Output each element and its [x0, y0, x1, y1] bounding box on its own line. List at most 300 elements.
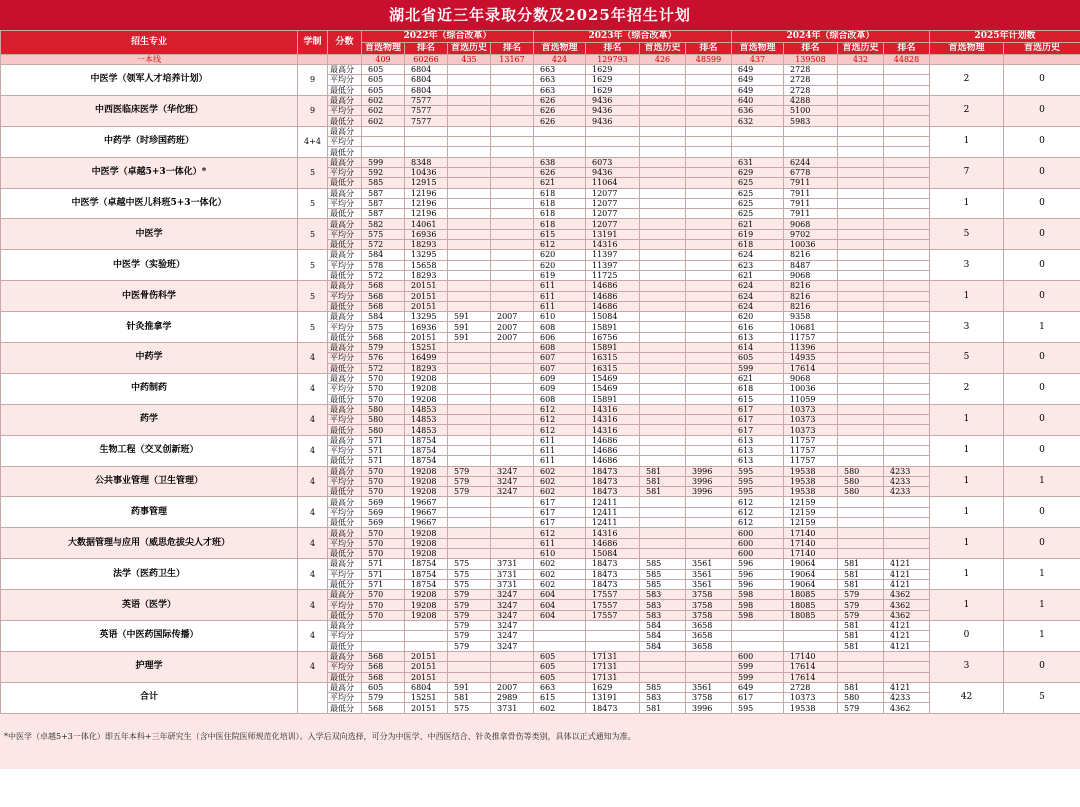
score-cell: 12077 — [586, 219, 640, 229]
score-cell — [838, 188, 884, 198]
score-cell: 17131 — [586, 662, 640, 672]
score-cell: 583 — [640, 610, 686, 620]
score-cell — [640, 548, 686, 558]
score-cell — [884, 209, 930, 219]
score-cell — [686, 178, 732, 188]
score-cell: 18473 — [586, 476, 640, 486]
score-cell: 15251 — [405, 693, 448, 703]
score-cell: 570 — [362, 394, 405, 404]
score-cell — [534, 621, 586, 631]
score-cell: 592 — [362, 167, 405, 177]
score-cell — [686, 384, 732, 394]
score-cell — [884, 167, 930, 177]
score-cell: 575 — [448, 569, 491, 579]
score-cell — [838, 343, 884, 353]
score-cell — [784, 631, 838, 641]
score-cell — [448, 384, 491, 394]
score-cell: 609 — [534, 384, 586, 394]
score-cell — [884, 219, 930, 229]
score-cell: 579 — [448, 610, 491, 620]
score-cell: 611 — [534, 445, 586, 455]
plan-history: 1 — [1004, 466, 1080, 497]
score-cell — [686, 250, 732, 260]
header-physics: 首选物理 — [534, 43, 586, 55]
score-cell: 617 — [534, 507, 586, 517]
score-cell: 11064 — [586, 178, 640, 188]
baseline-value: 409 — [362, 55, 405, 65]
score-cell: 617 — [732, 415, 784, 425]
score-cell — [448, 95, 491, 105]
score-cell — [448, 662, 491, 672]
score-cell — [491, 65, 534, 75]
score-cell: 16936 — [405, 229, 448, 239]
score-cell — [534, 641, 586, 651]
score-cell: 3758 — [686, 610, 732, 620]
score-cell — [838, 270, 884, 280]
score-cell: 608 — [534, 343, 586, 353]
score-cell — [838, 538, 884, 548]
score-cell — [838, 312, 884, 322]
major-name: 中医学（卓越5+3一体化）* — [1, 157, 298, 188]
score-cell — [884, 497, 930, 507]
score-cell: 18754 — [405, 569, 448, 579]
table-row — [1, 590, 1080, 600]
score-cell: 11757 — [784, 332, 838, 342]
score-cell: 10373 — [784, 425, 838, 435]
score-cell: 579 — [448, 487, 491, 497]
score-cell: 9436 — [586, 167, 640, 177]
score-cell — [640, 394, 686, 404]
score-cell — [838, 384, 884, 394]
score-cell — [884, 548, 930, 558]
score-cell — [686, 363, 732, 373]
score-cell — [405, 126, 448, 136]
score-cell — [884, 126, 930, 136]
score-cell — [838, 445, 884, 455]
score-cell — [884, 332, 930, 342]
score-cell — [732, 641, 784, 651]
major-years: 5 — [298, 281, 328, 312]
score-cell — [686, 85, 732, 95]
score-cell: 583 — [640, 600, 686, 610]
score-cell — [686, 445, 732, 455]
score-cell — [491, 229, 534, 239]
score-cell — [534, 147, 586, 157]
score-cell: 585 — [640, 579, 686, 589]
score-cell: 20151 — [405, 332, 448, 342]
score-cell: 568 — [362, 672, 405, 682]
score-cell — [362, 147, 405, 157]
score-cell: 569 — [362, 497, 405, 507]
score-cell — [686, 219, 732, 229]
major-years: 4 — [298, 651, 328, 682]
stat-label: 平均分 — [328, 507, 362, 517]
score-cell — [686, 404, 732, 414]
major-years: 4 — [298, 435, 328, 466]
score-cell: 2007 — [491, 322, 534, 332]
score-cell — [732, 147, 784, 157]
score-cell: 3758 — [686, 590, 732, 600]
score-cell — [491, 425, 534, 435]
major-name: 合计 — [1, 682, 298, 713]
score-cell: 3731 — [491, 559, 534, 569]
plan-physics: 42 — [930, 682, 1004, 713]
score-cell: 572 — [362, 363, 405, 373]
footnote: *中医学（卓越5+3一体化）即五年本科+三年研究生（含中医住院医师规范化培训）。入学后双向选择，可分为中医学、中西医结合、针灸推拿骨伤等类别，具体以正式通知为准。 — [0, 714, 1080, 769]
score-cell: 598 — [732, 600, 784, 610]
score-cell: 612 — [534, 415, 586, 425]
score-cell — [491, 260, 534, 270]
table-row — [1, 95, 1080, 105]
score-cell — [586, 621, 640, 631]
score-cell: 626 — [534, 116, 586, 126]
stat-label: 最高分 — [328, 651, 362, 661]
score-cell: 621 — [732, 219, 784, 229]
score-cell: 605 — [534, 651, 586, 661]
score-cell: 579 — [448, 466, 491, 476]
score-cell — [686, 301, 732, 311]
score-cell: 14853 — [405, 404, 448, 414]
score-cell: 2728 — [784, 75, 838, 85]
score-cell: 3658 — [686, 641, 732, 651]
score-cell: 15469 — [586, 384, 640, 394]
stat-label: 最低分 — [328, 147, 362, 157]
score-cell: 17557 — [586, 600, 640, 610]
score-cell: 18754 — [405, 579, 448, 589]
major-years: 5 — [298, 157, 328, 188]
table-row — [1, 435, 1080, 445]
table-row — [1, 466, 1080, 476]
score-cell — [448, 147, 491, 157]
score-cell — [838, 198, 884, 208]
score-cell: 583 — [640, 693, 686, 703]
score-cell — [448, 250, 491, 260]
score-cell: 579 — [362, 343, 405, 353]
score-cell: 595 — [732, 487, 784, 497]
score-cell: 18473 — [586, 703, 640, 713]
score-cell: 3561 — [686, 569, 732, 579]
score-cell — [448, 240, 491, 250]
score-cell: 617 — [732, 693, 784, 703]
score-cell: 610 — [534, 312, 586, 322]
score-cell: 19208 — [405, 476, 448, 486]
header-row-1 — [1, 31, 1080, 43]
score-cell — [884, 229, 930, 239]
score-cell: 649 — [732, 75, 784, 85]
score-cell — [491, 126, 534, 136]
score-cell: 626 — [534, 106, 586, 116]
score-cell — [491, 672, 534, 682]
score-cell: 18473 — [586, 487, 640, 497]
score-cell: 18293 — [405, 240, 448, 250]
score-cell: 5983 — [784, 116, 838, 126]
score-cell: 11397 — [586, 260, 640, 270]
score-cell — [640, 281, 686, 291]
score-cell — [534, 126, 586, 136]
score-cell: 604 — [534, 600, 586, 610]
score-cell — [838, 528, 884, 538]
stat-label: 最高分 — [328, 528, 362, 538]
stat-label: 最低分 — [328, 548, 362, 558]
plan-history: 1 — [1004, 621, 1080, 652]
score-cell: 570 — [362, 610, 405, 620]
score-cell: 602 — [534, 579, 586, 589]
plan-history: 0 — [1004, 497, 1080, 528]
score-cell: 572 — [362, 270, 405, 280]
score-cell: 14316 — [586, 415, 640, 425]
score-cell — [448, 548, 491, 558]
score-cell: 12196 — [405, 188, 448, 198]
major-name: 大数据管理与应用（威思危拔尖人才班） — [1, 528, 298, 559]
header-years: 学制 — [298, 31, 328, 55]
score-cell: 6073 — [586, 157, 640, 167]
score-cell — [491, 435, 534, 445]
score-cell — [686, 528, 732, 538]
score-cell — [884, 373, 930, 383]
score-cell: 18085 — [784, 600, 838, 610]
score-cell: 2728 — [784, 65, 838, 75]
score-cell: 615 — [732, 394, 784, 404]
score-cell — [884, 672, 930, 682]
score-cell: 19208 — [405, 548, 448, 558]
stat-label: 最高分 — [328, 621, 362, 631]
score-cell: 15891 — [586, 394, 640, 404]
score-cell — [686, 332, 732, 342]
score-cell — [838, 518, 884, 528]
score-cell — [448, 528, 491, 538]
score-cell: 14853 — [405, 425, 448, 435]
score-cell: 579 — [838, 610, 884, 620]
score-cell — [838, 240, 884, 250]
score-cell: 18754 — [405, 445, 448, 455]
score-cell: 4288 — [784, 95, 838, 105]
plan-physics: 1 — [930, 497, 1004, 528]
score-cell — [884, 250, 930, 260]
score-cell — [640, 147, 686, 157]
header-history: 首选历史 — [1004, 43, 1080, 55]
plan-physics: 1 — [930, 281, 1004, 312]
score-cell — [884, 507, 930, 517]
score-cell: 18754 — [405, 456, 448, 466]
score-cell: 581 — [838, 621, 884, 631]
score-cell — [640, 137, 686, 147]
score-cell — [640, 301, 686, 311]
score-cell: 598 — [732, 610, 784, 620]
score-cell — [640, 662, 686, 672]
plan-physics: 1 — [930, 590, 1004, 621]
stat-label: 最高分 — [328, 250, 362, 260]
score-cell: 626 — [534, 95, 586, 105]
score-cell: 17140 — [784, 528, 838, 538]
major-years — [298, 682, 328, 713]
score-cell: 596 — [732, 559, 784, 569]
score-cell: 5100 — [784, 106, 838, 116]
major-name: 中医学（卓越中医儿科班5+3一体化） — [1, 188, 298, 219]
header-rank: 排名 — [884, 43, 930, 55]
score-cell — [884, 404, 930, 414]
score-cell: 18754 — [405, 559, 448, 569]
header-major: 招生专业 — [1, 31, 298, 55]
score-cell: 11397 — [586, 250, 640, 260]
score-cell — [362, 126, 405, 136]
score-cell — [491, 209, 534, 219]
score-cell: 4121 — [884, 631, 930, 641]
major-years: 4 — [298, 590, 328, 621]
score-cell — [838, 178, 884, 188]
score-cell: 575 — [448, 559, 491, 569]
score-cell — [884, 651, 930, 661]
score-cell: 15891 — [586, 343, 640, 353]
score-cell: 595 — [732, 703, 784, 713]
score-cell — [686, 188, 732, 198]
major-name: 中医骨伤科学 — [1, 281, 298, 312]
score-cell: 570 — [362, 466, 405, 476]
score-cell: 570 — [362, 487, 405, 497]
score-cell — [362, 641, 405, 651]
score-cell — [686, 270, 732, 280]
table-row — [1, 621, 1080, 631]
stat-label: 平均分 — [328, 693, 362, 703]
score-cell: 579 — [838, 703, 884, 713]
score-cell: 11059 — [784, 394, 838, 404]
score-cell: 19208 — [405, 466, 448, 476]
score-cell — [448, 301, 491, 311]
score-cell: 605 — [534, 672, 586, 682]
score-cell — [838, 301, 884, 311]
score-cell: 17131 — [586, 651, 640, 661]
score-cell: 604 — [534, 590, 586, 600]
major-years: 5 — [298, 312, 328, 343]
score-cell — [884, 260, 930, 270]
stat-label: 最低分 — [328, 85, 362, 95]
stat-label: 平均分 — [328, 75, 362, 85]
score-cell: 20151 — [405, 662, 448, 672]
score-cell — [640, 95, 686, 105]
stat-label: 平均分 — [328, 662, 362, 672]
stat-label: 平均分 — [328, 260, 362, 270]
score-cell: 611 — [534, 435, 586, 445]
major-years: 9 — [298, 65, 328, 96]
stat-label: 最低分 — [328, 610, 362, 620]
score-cell: 618 — [534, 188, 586, 198]
score-cell: 580 — [362, 425, 405, 435]
score-cell: 570 — [362, 548, 405, 558]
score-cell: 9358 — [784, 312, 838, 322]
score-cell: 14061 — [405, 219, 448, 229]
score-cell: 585 — [640, 569, 686, 579]
score-cell: 581 — [640, 476, 686, 486]
plan-physics: 7 — [930, 157, 1004, 188]
score-cell: 602 — [362, 106, 405, 116]
score-cell — [884, 157, 930, 167]
score-cell — [448, 167, 491, 177]
score-cell: 621 — [732, 373, 784, 383]
score-cell: 649 — [732, 682, 784, 692]
score-cell — [448, 445, 491, 455]
header-rank: 排名 — [686, 43, 732, 55]
score-cell: 16315 — [586, 353, 640, 363]
score-cell: 3561 — [686, 559, 732, 569]
score-cell: 8348 — [405, 157, 448, 167]
score-cell: 17140 — [784, 651, 838, 661]
score-cell — [491, 651, 534, 661]
score-cell — [491, 188, 534, 198]
score-cell: 600 — [732, 528, 784, 538]
score-cell: 568 — [362, 662, 405, 672]
stat-label: 平均分 — [328, 167, 362, 177]
score-cell — [491, 219, 534, 229]
score-cell: 2728 — [784, 682, 838, 692]
score-cell: 581 — [838, 559, 884, 569]
score-cell: 12159 — [784, 507, 838, 517]
score-cell: 11757 — [784, 445, 838, 455]
score-cell: 20151 — [405, 703, 448, 713]
major-name: 英语（中医药国际传播） — [1, 621, 298, 652]
plan-history: 5 — [1004, 682, 1080, 713]
major-years: 4 — [298, 343, 328, 374]
score-cell: 613 — [732, 445, 784, 455]
table-row — [1, 404, 1080, 414]
score-cell: 4121 — [884, 579, 930, 589]
score-cell: 12196 — [405, 209, 448, 219]
stat-label: 最高分 — [328, 126, 362, 136]
score-cell — [640, 270, 686, 280]
stat-label: 最低分 — [328, 178, 362, 188]
score-cell — [491, 157, 534, 167]
stat-label: 平均分 — [328, 353, 362, 363]
header-score: 分数 — [328, 31, 362, 55]
score-cell — [640, 332, 686, 342]
score-cell — [640, 85, 686, 95]
score-cell — [838, 147, 884, 157]
score-cell — [640, 507, 686, 517]
score-cell — [838, 353, 884, 363]
score-cell: 611 — [534, 538, 586, 548]
score-cell: 10373 — [784, 693, 838, 703]
table-row — [1, 65, 1080, 75]
plan-history: 0 — [1004, 281, 1080, 312]
score-cell — [686, 353, 732, 363]
score-cell: 624 — [732, 291, 784, 301]
score-cell — [640, 518, 686, 528]
score-cell — [686, 240, 732, 250]
score-cell: 9436 — [586, 95, 640, 105]
score-cell: 19538 — [784, 703, 838, 713]
score-cell: 631 — [732, 157, 784, 167]
score-cell: 663 — [534, 85, 586, 95]
plan-physics: 0 — [930, 621, 1004, 652]
score-cell — [686, 116, 732, 126]
score-cell: 629 — [732, 167, 784, 177]
plan-physics: 1 — [930, 466, 1004, 497]
score-cell: 3996 — [686, 466, 732, 476]
score-cell — [838, 85, 884, 95]
score-cell: 585 — [362, 178, 405, 188]
score-cell: 14686 — [586, 445, 640, 455]
score-cell: 584 — [640, 631, 686, 641]
score-cell — [838, 497, 884, 507]
score-cell — [838, 95, 884, 105]
table-row — [1, 281, 1080, 291]
score-cell — [640, 198, 686, 208]
score-cell: 580 — [838, 466, 884, 476]
score-cell: 3247 — [491, 631, 534, 641]
score-cell — [884, 95, 930, 105]
score-cell — [491, 373, 534, 383]
score-cell: 6804 — [405, 75, 448, 85]
score-cell — [640, 250, 686, 260]
stat-label: 最低分 — [328, 425, 362, 435]
